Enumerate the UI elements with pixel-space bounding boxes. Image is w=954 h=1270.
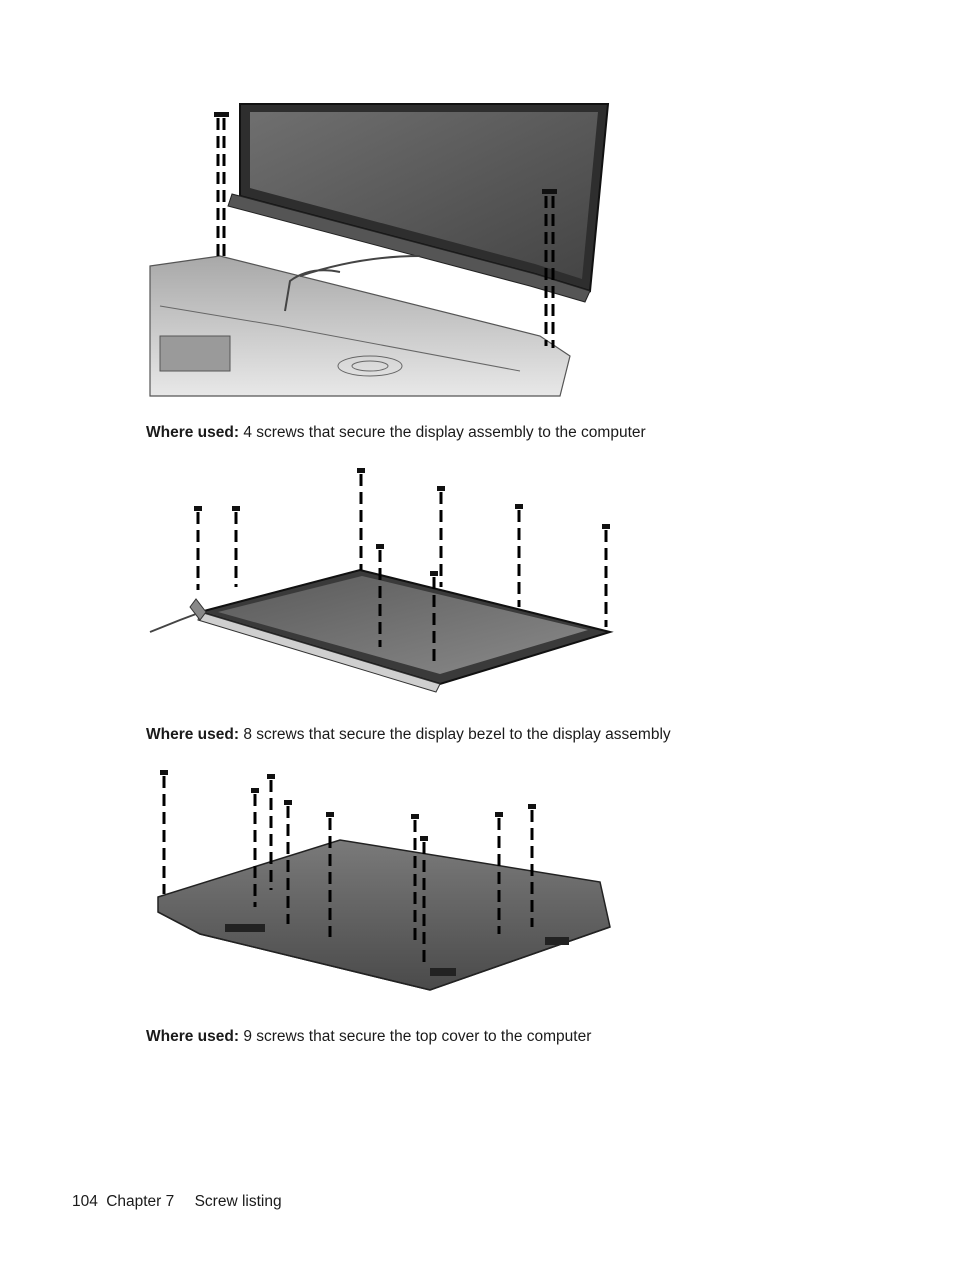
figure-caption <box>146 1027 591 1047</box>
chapter-label: Chapter 7 <box>106 1193 175 1210</box>
figure-caption <box>146 423 646 443</box>
display-assembly-illustration <box>140 96 640 402</box>
page-number: 104 <box>72 1193 98 1210</box>
figure-display-bezel-screws <box>140 462 640 700</box>
caption-label: Where used: <box>146 424 240 441</box>
caption-text: 8 screws that secure the display bezel to the display assembly <box>243 726 671 743</box>
section-title: Screw listing <box>194 1193 282 1210</box>
caption-label: Where used: <box>146 726 240 743</box>
figure-display-assembly-screws <box>140 96 640 402</box>
page-footer <box>72 1192 286 1212</box>
caption-label: Where used: <box>146 1028 240 1045</box>
caption-text: 9 screws that secure the top cover to the computer <box>243 1028 592 1045</box>
figure-caption <box>146 725 671 745</box>
display-bezel-illustration <box>140 462 640 700</box>
figure-top-cover-screws <box>140 762 640 998</box>
caption-text: 4 screws that secure the display assembly to the computer <box>243 424 646 441</box>
top-cover-illustration <box>140 762 640 998</box>
